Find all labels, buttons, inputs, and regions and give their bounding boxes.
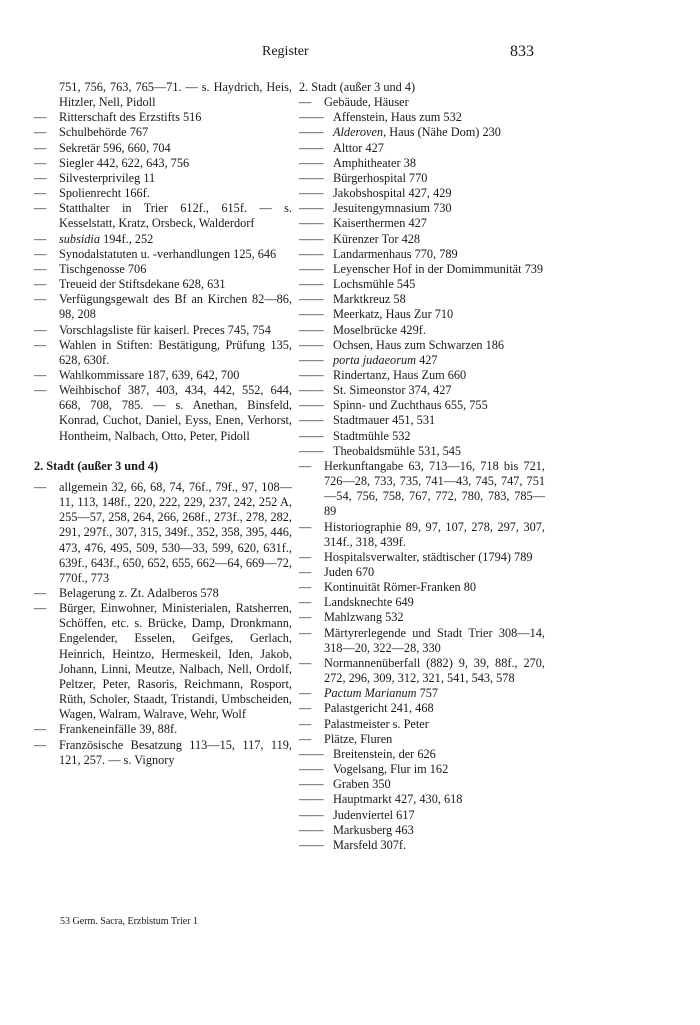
entry-text: Ochsen, Haus zum Schwarzen 186 xyxy=(333,337,505,352)
index-entry xyxy=(34,480,292,586)
entry-dash: —— xyxy=(299,231,324,246)
index-subentry xyxy=(299,110,545,125)
entry-text: Frankeneinfälle 39, 88f. xyxy=(59,722,178,737)
index-subentry xyxy=(299,292,545,307)
entry-text: Hospitalsverwalter, städtischer (1794) 789 xyxy=(324,549,533,564)
italic-term: subsidia xyxy=(59,231,100,246)
entry-dash: — xyxy=(299,519,312,534)
index-subentry xyxy=(299,808,545,823)
footer-signature: 53 Germ. Sacra, Erzbistum Trier 1 xyxy=(60,916,199,927)
index-entry xyxy=(34,156,292,171)
entry-dash: — xyxy=(299,595,312,610)
index-subentry xyxy=(299,368,545,383)
right-column xyxy=(299,80,545,853)
entry-dash: — xyxy=(34,322,47,337)
entry-text: Plätze, Fluren xyxy=(324,731,393,746)
entry-text: Wahlkommissare 187, 639, 642, 700 xyxy=(59,367,240,382)
section-heading: 2. Stadt (außer 3 und 4) xyxy=(34,458,159,473)
index-subentry xyxy=(299,444,545,459)
entry-text: Herkunftangabe 63, 713—16, 718 bis 721, 726—28, 733, 735, 741—43, 745, 747, 751—54, 756, 758, 767, 772, 780, 783, 785—89 xyxy=(324,458,545,519)
entry-dash: —— xyxy=(299,246,324,261)
entry-text: Moselbrücke 429f. xyxy=(333,322,426,337)
entry-dash: — xyxy=(34,170,47,185)
index-entry xyxy=(299,610,545,625)
entry-dash: —— xyxy=(299,307,324,322)
entry-text: Stadtmühle 532 xyxy=(333,428,411,443)
entry-text: Kürenzer Tor 428 xyxy=(333,231,421,246)
entry-dash: —— xyxy=(299,201,324,216)
index-subentry xyxy=(299,823,545,838)
entry-text: Statthalter in Trier 612f., 615f. — s. Kesselstatt, Kratz, Orsbeck, Walderdorf xyxy=(59,201,292,231)
entry-dash: — xyxy=(34,292,47,307)
entry-text: Silvesterprivileg 11 xyxy=(59,170,156,185)
italic-term: Pactum Marianum xyxy=(324,686,417,701)
index-entry xyxy=(299,626,545,656)
entry-text: Weihbischof 387, 403, 434, 442, 552, 644, 668, 708, 785. — s. Anethan, Binsfeld, Konrad, Cuchot, Daniel, Eyss, Enen, Verhorst, Hontheim, Nalbach, Otto, Peter, Pidoll xyxy=(59,383,292,443)
entry-text: Marktkreuz 58 xyxy=(333,292,406,307)
entry-dash: —— xyxy=(299,443,324,458)
index-subentry xyxy=(299,171,545,186)
entry-text: Graben 350 xyxy=(333,777,391,792)
entry-dash: — xyxy=(299,458,312,473)
index-entry xyxy=(34,368,292,383)
index-subentry xyxy=(299,792,545,807)
index-entry xyxy=(34,738,292,768)
entry-text: Siegler 442, 622, 643, 756 xyxy=(59,155,190,170)
index-entry xyxy=(299,595,545,610)
entry-text: Verfügungsgewalt des Bf an Kirchen 82—86, 98, 208 xyxy=(59,292,292,322)
entry-dash: — xyxy=(299,610,312,625)
entry-text: Marsfeld 307f. xyxy=(333,837,407,852)
index-subentry xyxy=(299,201,545,216)
entry-dash: —— xyxy=(299,110,324,125)
entry-text: Landsknechte 649 xyxy=(324,595,414,610)
index-entry xyxy=(34,232,292,247)
entry-text: Palastmeister s. Peter xyxy=(324,716,429,731)
entry-dash: — xyxy=(34,367,47,382)
page-header xyxy=(0,44,700,66)
entry-dash: — xyxy=(34,125,47,140)
entry-text: Markusberg 463 xyxy=(333,822,414,837)
index-entry xyxy=(34,383,292,444)
entry-dash: —— xyxy=(299,277,324,292)
entry-dash: — xyxy=(299,549,312,564)
index-entry xyxy=(34,292,292,322)
running-title: Register xyxy=(262,44,309,59)
entry-dash: —— xyxy=(299,428,324,443)
entry-dash: —— xyxy=(299,125,324,140)
entry-text: Alttor 427 xyxy=(333,140,384,155)
entry-dash: —— xyxy=(299,216,324,231)
page-number: 833 xyxy=(510,43,534,60)
entry-text: Wahlen in Stiften: Bestätigung, Prüfung 135, 628, 630f. xyxy=(59,337,292,367)
index-subentry xyxy=(299,262,545,277)
entry-dash: — xyxy=(299,701,312,716)
index-subentry xyxy=(299,383,545,398)
entry-dash: — xyxy=(34,110,47,125)
entry-dash: —— xyxy=(299,413,324,428)
index-entry xyxy=(34,247,292,262)
entry-text: 427 xyxy=(416,352,438,367)
entry-text: Rindertanz, Haus Zum 660 xyxy=(333,367,467,382)
entry-dash: — xyxy=(299,95,312,110)
index-entry xyxy=(34,201,292,231)
index-entry xyxy=(299,717,545,732)
index-entry xyxy=(299,732,545,747)
entry-text: allgemein 32, 66, 68, 74, 76f., 79f., 97, 108—11, 113, 148f., 220, 222, 229, 237, 242, 252 A, 255—57, 258, 264, 266, 268f., 273f., 278, 282, 291, 297f., 307, 315, 349f., 352, 358, 395, 446, 473, 476, 495, 509, 530—33, 599, 620, 631f., 639f., 643f., 650, 652, 655, 662—64, 669—72, 770f., 773 xyxy=(59,479,292,585)
index-subentry xyxy=(299,125,545,140)
index-entry xyxy=(299,656,545,686)
index-entry xyxy=(299,565,545,580)
entry-text: Bürger, Einwohner, Ministerialen, Ratsherren, Schöffen, etc. s. Brücke, Damp, Dronkmann, Engelender, Esselen, Geifges, Gerlach, Heinrich, Heintzo, Hermeskeil, Iden, Jakob, Johann, Linni, Meutze, Nalbach, Nell, Ordolf, Peltzer, Peter, Rasoris, Reichmann, Rosport, Rüth, Scholer, Staadt, Tristandi, Umbscheiden, Wagen, Walram, Walrave, Wehr, Wolf xyxy=(59,601,292,722)
entry-text: Meerkatz, Haus Zur 710 xyxy=(333,307,454,322)
index-entry xyxy=(34,80,292,110)
entry-dash: — xyxy=(34,186,47,201)
index-subentry xyxy=(299,413,545,428)
index-subentry xyxy=(299,429,545,444)
entry-text: Schulbehörde 767 xyxy=(59,125,149,140)
entry-dash: — xyxy=(34,337,47,352)
entry-dash: — xyxy=(34,140,47,155)
entry-text: Spolienrecht 166f. xyxy=(59,186,150,201)
entry-dash: —— xyxy=(299,367,324,382)
entry-text: St. Simeonstor 374, 427 xyxy=(333,383,452,398)
entry-text: Stadtmauer 451, 531 xyxy=(333,413,436,428)
entry-dash: —— xyxy=(299,261,324,276)
entry-dash: —— xyxy=(299,777,324,792)
entry-text: Theobaldsmühle 531, 545 xyxy=(333,443,462,458)
entry-text: Synodalstatuten u. -verhandlungen 125, 646 xyxy=(59,246,277,261)
entry-text: Landarmenhaus 770, 789 xyxy=(333,246,458,261)
continued-heading: 2. Stadt (außer 3 und 4) xyxy=(299,80,416,94)
entry-text: Vogelsang, Flur im 162 xyxy=(333,762,449,777)
entry-dash: —— xyxy=(299,170,324,185)
entry-text: Sekretär 596, 660, 704 xyxy=(59,140,171,155)
index-subentry xyxy=(299,307,545,322)
index-entry xyxy=(299,550,545,565)
entry-dash: — xyxy=(299,580,312,595)
index-entry xyxy=(34,601,292,722)
entry-dash: —— xyxy=(299,383,324,398)
entry-dash: — xyxy=(34,722,47,737)
entry-text: Amphitheater 38 xyxy=(333,155,416,170)
index-subentry xyxy=(299,353,545,368)
index-subentry xyxy=(299,277,545,292)
index-entry xyxy=(34,586,292,601)
entry-text: Affenstein, Haus zum 532 xyxy=(333,110,462,125)
index-subentry xyxy=(299,156,545,171)
index-subentry xyxy=(299,777,545,792)
index-subentry xyxy=(299,232,545,247)
entry-text: Treueid der Stiftsdekane 628, 631 xyxy=(59,277,226,292)
entry-text: Breitenstein, der 626 xyxy=(333,746,436,761)
index-entry xyxy=(34,141,292,156)
entry-text: Hauptmarkt 427, 430, 618 xyxy=(333,792,463,807)
entry-dash: —— xyxy=(299,140,324,155)
entry-text: Gebäude, Häuser xyxy=(324,95,409,110)
index-subentry xyxy=(299,338,545,353)
entry-text: Bürgerhospital 770 xyxy=(333,170,428,185)
index-entry xyxy=(34,338,292,368)
entry-text: Spinn- und Zuchthaus 655, 755 xyxy=(333,398,488,413)
entry-text: Haus (Nähe Dom) 230 xyxy=(386,125,501,140)
index-entry xyxy=(34,323,292,338)
entry-text: Belagerung z. Zt. Adalberos 578 xyxy=(59,586,219,600)
index-entry xyxy=(299,459,545,520)
entry-text: Historiographie 89, 97, 107, 278, 297, 307, 314f., 318, 439f. xyxy=(324,519,545,549)
entry-text: Märtyrerlegende und Stadt Trier 308—14, 318—20, 322—28, 330 xyxy=(324,625,545,655)
entry-text: Palastgericht 241, 468 xyxy=(324,701,434,716)
index-entry xyxy=(34,125,292,140)
entry-text: Kontinuität Römer-Franken 80 xyxy=(324,580,477,595)
index-subentry xyxy=(299,762,545,777)
entry-text: Jakobshospital 427, 429 xyxy=(333,186,452,201)
entry-text: Normannenüberfall (882) 9, 39, 88f., 270, 272, 296, 309, 312, 321, 541, 543, 578 xyxy=(324,655,545,686)
entry-dash: —— xyxy=(299,792,324,807)
entry-text: Kaiserthermen 427 xyxy=(333,216,427,231)
entry-dash: —— xyxy=(299,762,324,777)
entry-dash: —— xyxy=(299,186,324,201)
italic-term: porta judaeorum xyxy=(333,352,417,367)
entry-dash: —— xyxy=(299,292,324,307)
index-subentry xyxy=(299,247,545,262)
entry-dash: — xyxy=(34,155,47,170)
entry-dash: — xyxy=(34,246,47,261)
entry-dash: — xyxy=(299,686,312,701)
left-column xyxy=(34,80,292,768)
entry-dash: —— xyxy=(299,337,324,352)
index-entry xyxy=(34,277,292,292)
entry-dash: — xyxy=(34,201,47,216)
entry-dash: — xyxy=(34,261,47,276)
index-entry xyxy=(299,686,545,701)
index-subentry xyxy=(299,141,545,156)
index-subentry xyxy=(299,323,545,338)
entry-dash: —— xyxy=(299,746,324,761)
entry-text: Judenviertel 617 xyxy=(333,807,415,822)
entry-dash: — xyxy=(34,383,47,398)
entry-dash: —— xyxy=(299,155,324,170)
entry-dash: — xyxy=(34,601,47,616)
entry-dash: — xyxy=(299,565,312,579)
index-entry xyxy=(299,701,545,716)
entry-dash: —— xyxy=(299,352,324,367)
index-entry xyxy=(34,110,292,125)
index-subentry xyxy=(299,216,545,231)
entry-dash: —— xyxy=(299,322,324,337)
entry-text: Ritterschaft des Erzstifts 516 xyxy=(59,110,202,125)
entry-text: 757 xyxy=(416,686,439,701)
entry-text: Leyenscher Hof in der Domimmunität 739 xyxy=(333,261,544,276)
index-subentry xyxy=(299,398,545,413)
index-entry xyxy=(34,722,292,737)
entry-text: Tischgenosse 706 xyxy=(59,261,147,276)
entry-text: Vorschlagsliste für kaiserl. Preces 745, 754 xyxy=(59,322,271,337)
entry-dash: — xyxy=(299,731,312,746)
entry-dash: — xyxy=(34,586,47,600)
entry-dash: —— xyxy=(299,398,324,413)
entry-text: Mahlzwang 532 xyxy=(324,610,404,625)
entry-dash: — xyxy=(34,277,47,292)
entry-dash: —— xyxy=(299,822,324,837)
entry-text: 194f., 252 xyxy=(100,231,154,246)
entry-dash: —— xyxy=(299,807,324,822)
index-entry xyxy=(299,520,545,550)
index-subentry xyxy=(299,747,545,762)
entry-dash: — xyxy=(34,737,47,752)
entry-dash: — xyxy=(299,625,312,640)
index-entry xyxy=(299,580,545,595)
index-entry xyxy=(299,95,545,110)
entry-dash: —— xyxy=(299,837,324,852)
entry-text: Französische Besatzung 113—15, 117, 119, 121, 257. — s. Vignory xyxy=(59,737,292,767)
index-subentry xyxy=(299,186,545,201)
index-entry xyxy=(34,186,292,201)
index-entry xyxy=(34,262,292,277)
entry-text: 751, 756, 763, 765—71. — s. Haydrich, Heis, Hitzler, Nell, Pidoll xyxy=(59,80,292,110)
entry-text: Juden 670 xyxy=(324,565,375,579)
entry-dash: — xyxy=(299,655,312,670)
index-entry xyxy=(34,171,292,186)
entry-text: Jesuitengymnasium 730 xyxy=(333,201,452,216)
entry-dash: — xyxy=(34,231,47,246)
entry-dash: — xyxy=(299,716,312,731)
entry-text: Lochsmühle 545 xyxy=(333,277,416,292)
entry-dash: — xyxy=(34,479,47,494)
italic-term: Alderoven, xyxy=(333,125,387,140)
index-subentry xyxy=(299,838,545,853)
